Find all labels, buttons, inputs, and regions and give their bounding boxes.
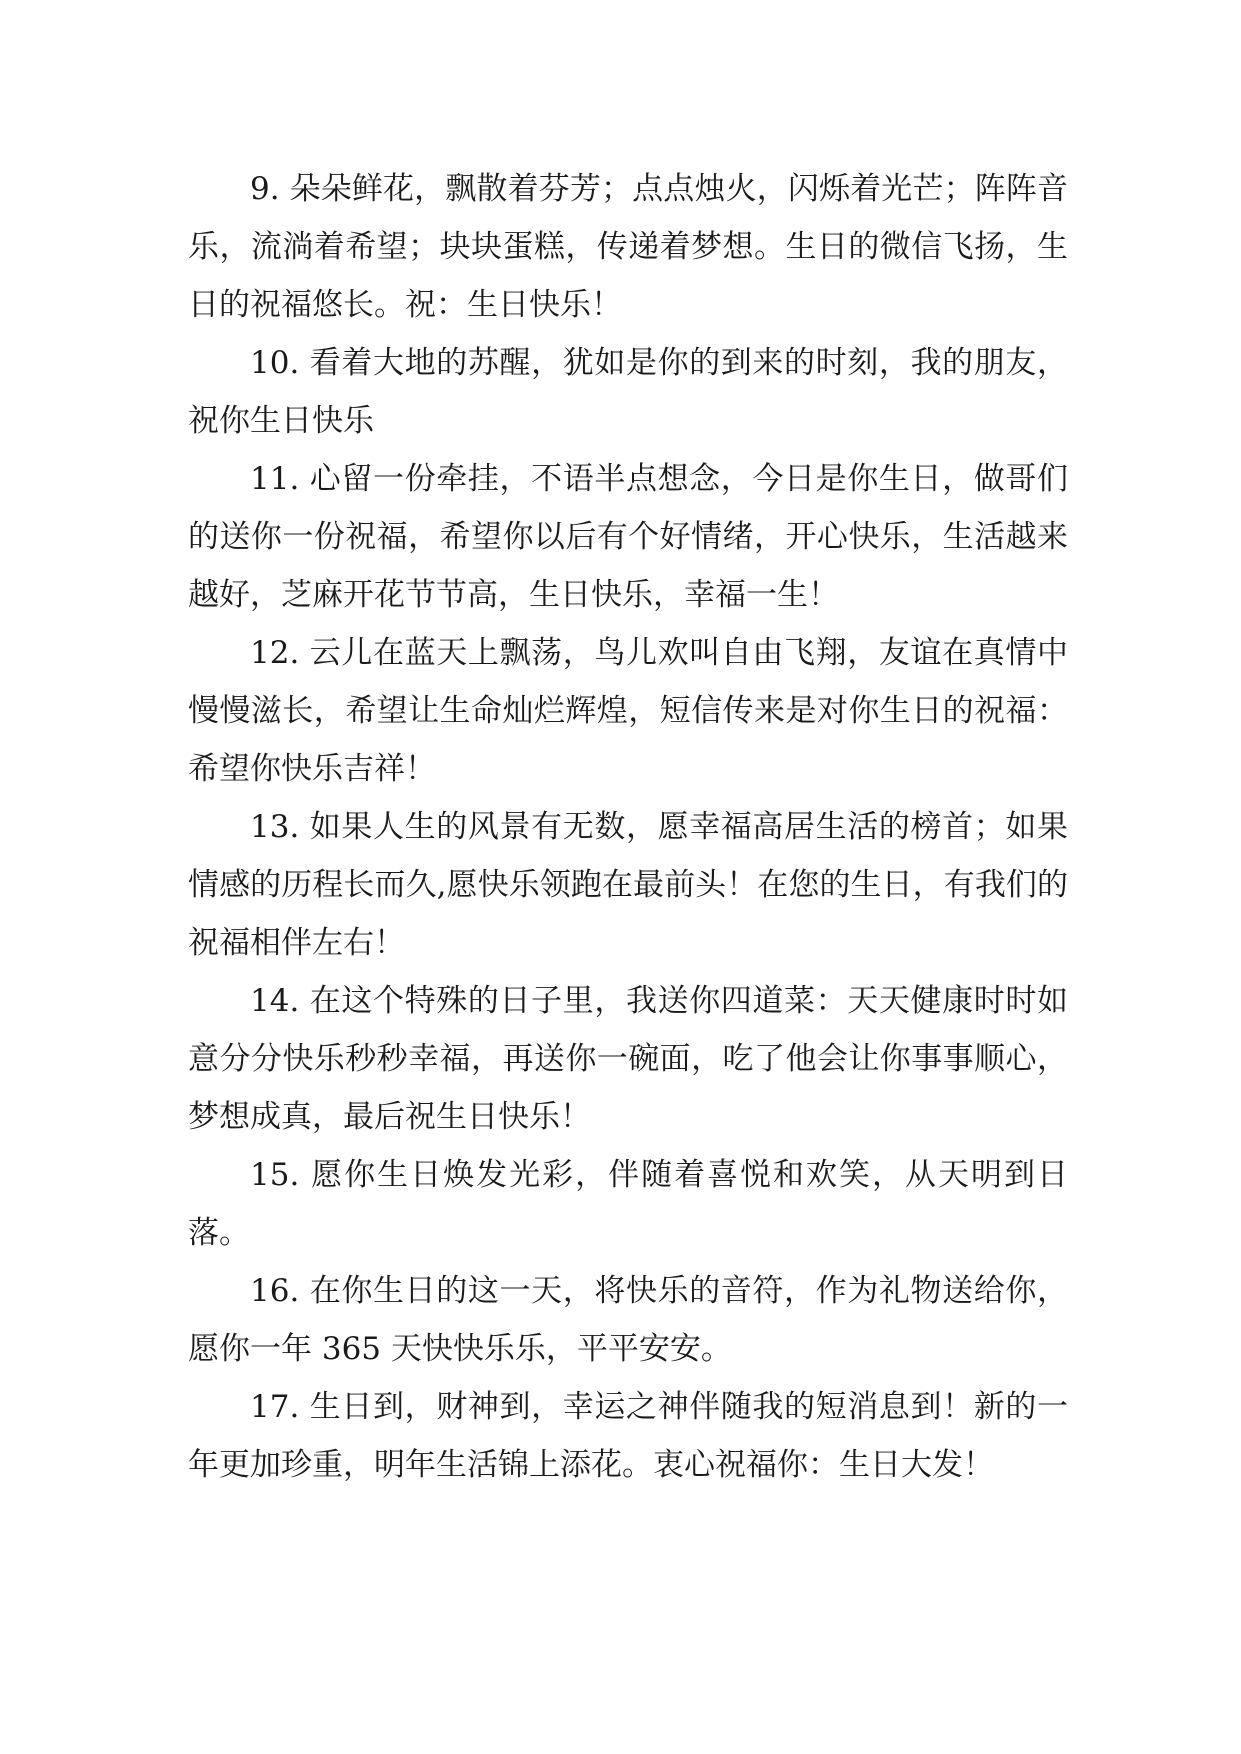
document-body — [188, 160, 1068, 1494]
wish-paragraph-14: 14. 在这个特殊的日子里，我送你四道菜：天天健康时时如意分分快乐秒秒幸福，再送你一碗面，吃了他会让你事事顺心，梦想成真，最后祝生日快乐！ — [188, 983, 1068, 1135]
wish-paragraph-12: 12. 云儿在蓝天上飘荡，鸟儿欢叫自由飞翔，友谊在真情中慢慢滋长，希望让生命灿烂辉煌，短信传来是对你生日的祝福：希望你快乐吉祥！ — [188, 635, 1068, 787]
wish-paragraph-9: 9. 朵朵鲜花，飘散着芬芳；点点烛火，闪烁着光芒；阵阵音乐，流淌着希望；块块蛋糕，传递着梦想。生日的微信飞扬，生日的祝福悠长。祝：生日快乐！ — [188, 171, 1068, 323]
wish-paragraph-15: 15. 愿你生日焕发光彩，伴随着喜悦和欢笑，从天明到日落。 — [188, 1157, 1068, 1251]
wish-paragraph-13: 13. 如果人生的风景有无数，愿幸福高居生活的榜首；如果情感的历程长而久,愿快乐领跑在最前头！在您的生日，有我们的祝福相伴左右！ — [188, 809, 1068, 961]
wish-paragraph-11: 11. 心留一份牵挂，不语半点想念，今日是你生日，做哥们的送你一份祝福，希望你以后有个好情绪，开心快乐，生活越来越好，芝麻开花节节高，生日快乐，幸福一生！ — [188, 461, 1068, 613]
wish-paragraph-10: 10. 看着大地的苏醒，犹如是你的到来的时刻，我的朋友，祝你生日快乐 — [188, 345, 1068, 439]
wish-paragraph-16: 16. 在你生日的这一天，将快乐的音符，作为礼物送给你，愿你一年 365 天快快乐乐，平平安安。 — [188, 1273, 1068, 1367]
wish-paragraph-17: 17. 生日到，财神到，幸运之神伴随我的短消息到！新的一年更加珍重，明年生活锦上添花。衷心祝福你：生日大发！ — [188, 1389, 1068, 1483]
